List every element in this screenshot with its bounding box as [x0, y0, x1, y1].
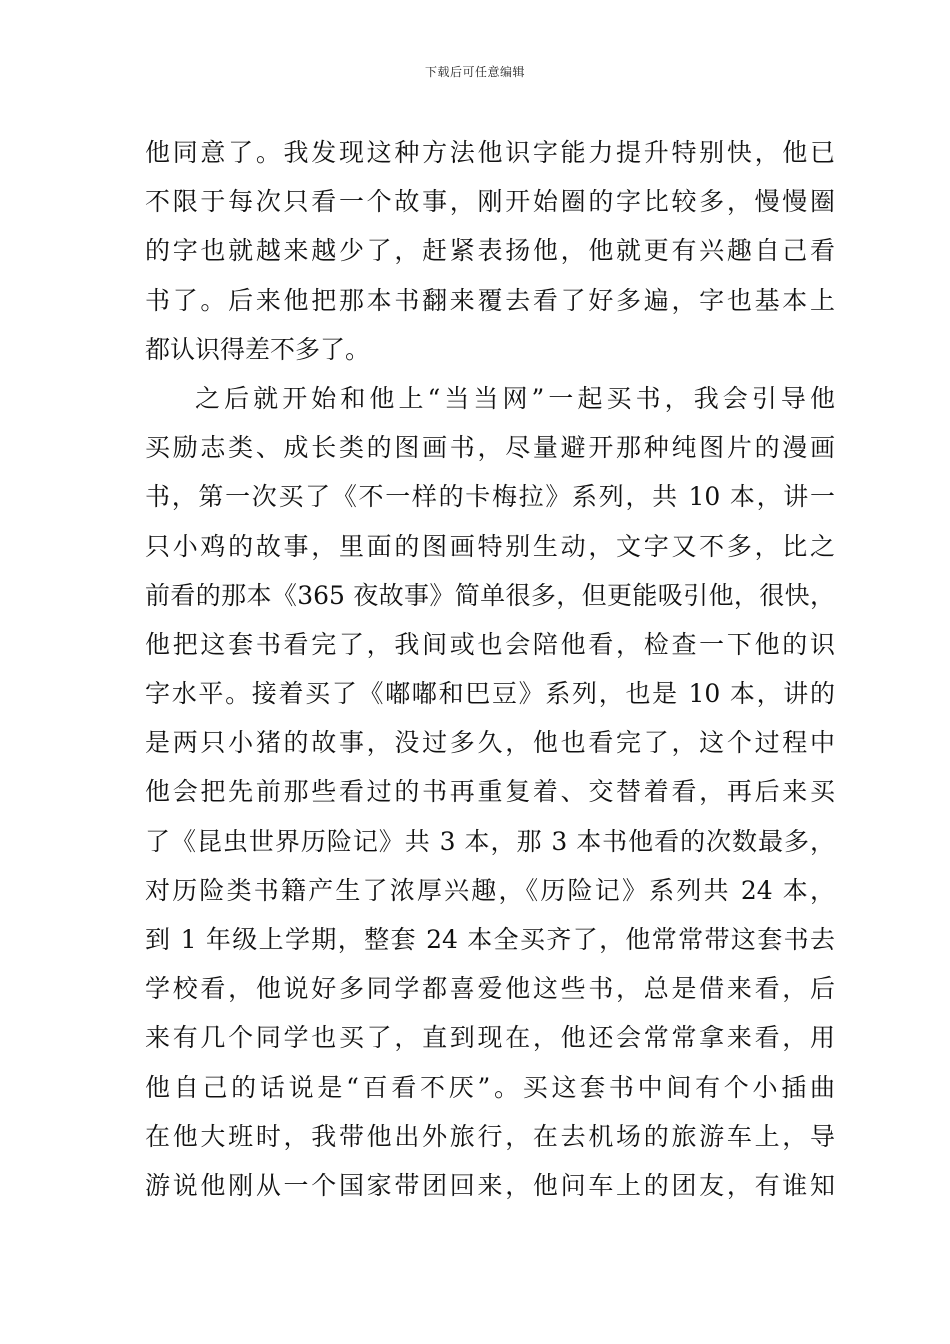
- text-line: 只小鸡的故事，里面的图画特别生动，文字又不多，比之: [145, 531, 835, 561]
- text-line: 游说他刚从一个国家带团回来，他问车上的团友，有谁知: [145, 1170, 835, 1200]
- text-line: 是两只小猪的故事，没过多久，他也看完了，这个过程中: [145, 728, 835, 758]
- text-line: 到 1 年级上学期，整套 24 本全买齐了，他常常带这套书去: [145, 925, 835, 954]
- text-line: 对历险类书籍产生了浓厚兴趣，《历险记》系列共 24 本，: [145, 875, 835, 905]
- text-line: 都认识得差不多了。: [145, 334, 371, 364]
- text-line: 买励志类、成长类的图画书，尽量避开那种纯图片的漫画: [145, 433, 835, 463]
- text-line: 前看的那本《365 夜故事》简单很多，但更能吸引他，很快，: [145, 580, 835, 610]
- text-line: 书，第一次买了《不一样的卡梅拉》系列，共 10 本，讲一: [145, 482, 835, 512]
- text-line: 他同意了。我发现这种方法他识字能力提升特别快，他已: [145, 138, 835, 167]
- text-line: 不限于每次只看一个故事，刚开始圈的字比较多，慢慢圈: [145, 187, 835, 217]
- text-line: 他把这套书看完了，我间或也会陪他看，检查一下他的识: [145, 629, 835, 659]
- text-line: 字水平。接着买了《嘟嘟和巴豆》系列，也是 10 本，讲的: [145, 679, 835, 709]
- text-line: 了《昆虫世界历险记》共 3 本，那 3 本书他看的次数最多，: [145, 826, 835, 856]
- text-line: 来有几个同学也买了，直到现在，他还会常常拿来看，用: [145, 1023, 835, 1053]
- text-line: 之后就开始和他上“当当网”一起买书，我会引导他: [195, 383, 835, 413]
- page-header: 下载后可任意编辑: [424, 65, 525, 79]
- text-line: 他自己的话说是“百看不厌”。买这套书中间有个小插曲: [145, 1072, 835, 1102]
- text-line: 的字也就越来越少了，赶紧表扬他，他就更有兴趣自己看: [145, 236, 835, 266]
- body-text: [145, 128, 835, 1210]
- text-line: 书了。后来他把那本书翻来覆去看了好多遍，字也基本上: [145, 285, 835, 315]
- text-line: 学校看，他说好多同学都喜爱他这些书，总是借来看，后: [145, 974, 835, 1004]
- text-line: 在他大班时，我带他出外旅行，在去机场的旅游车上，导: [145, 1121, 835, 1151]
- text-line: 他会把先前那些看过的书再重复着、交替着看，再后来买: [145, 777, 835, 807]
